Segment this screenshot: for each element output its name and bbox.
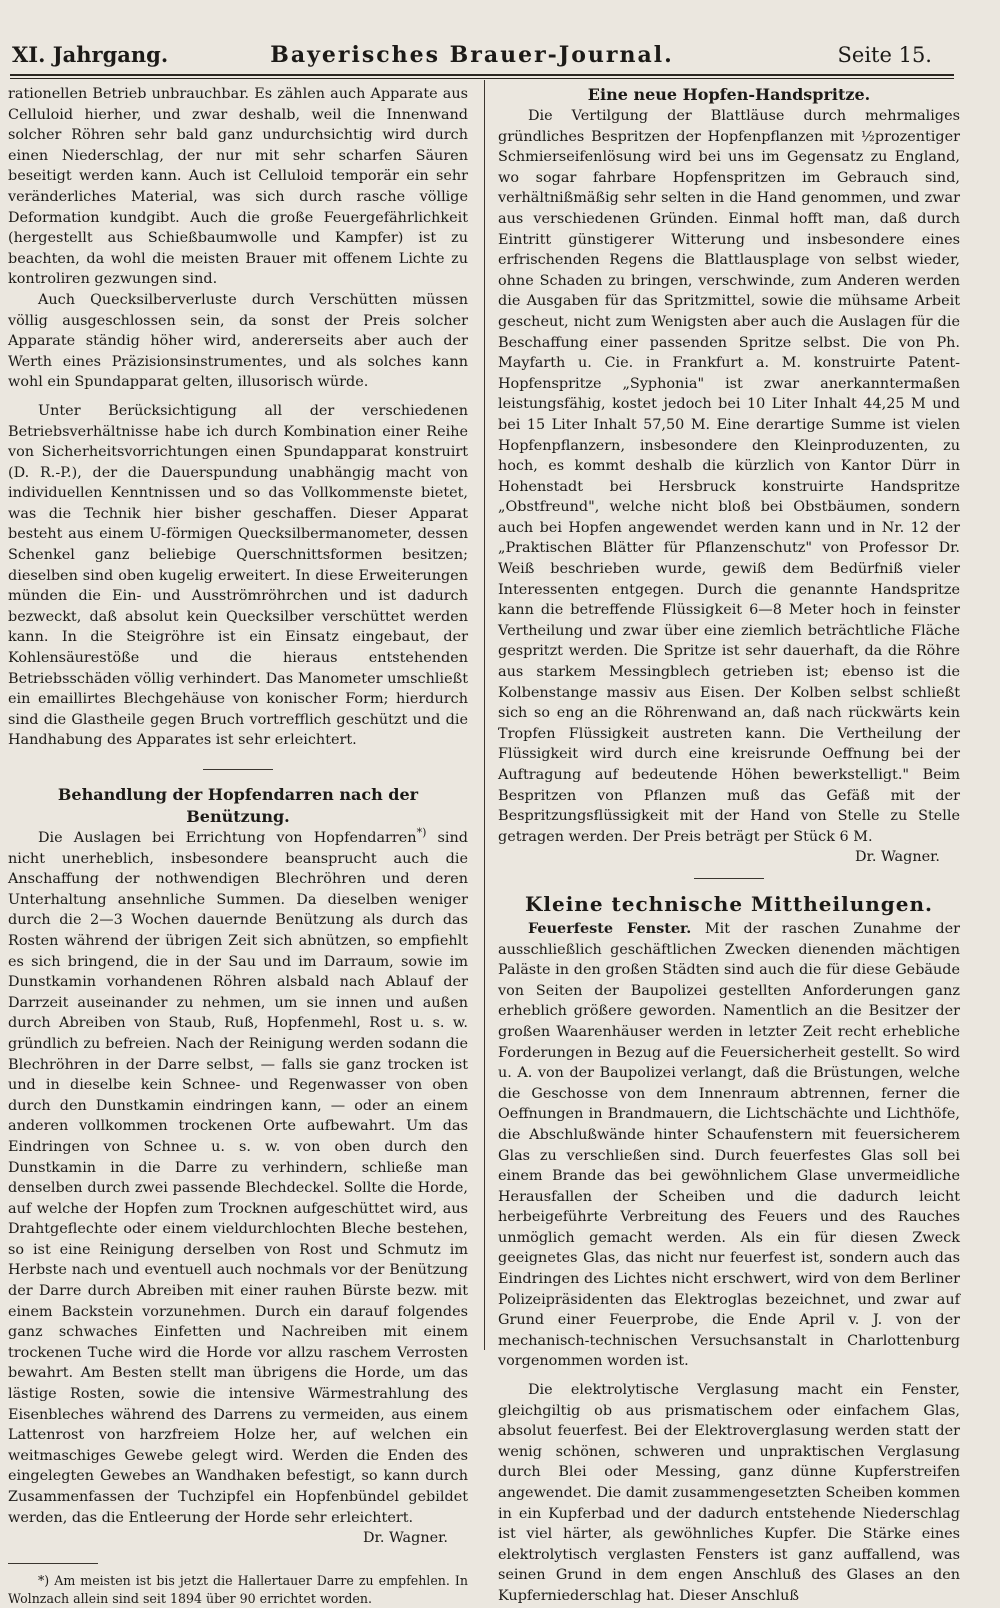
paragraph: Unter Berücksichtigung all der verschiedenen Betriebsverhältnisse habe ich durch Kombination einer Reihe von Sicherheitsvorrichtungen einen Spundapparat konstruirt (D. R.-P.), der die Dauerspundung unabhängig macht von individuellen Kenntnissen und so das Vollkommenste bietet, was die Technik hier bisher geschaffen. Dieser Apparat besteht aus einem U-förmigen Quecksilbermanometer, dessen Schenkel ganz beliebige Querschnittsformen besitzen; dieselben sind oben kugelig erweitert. In diese Erweiterungen münden die Ein- und Ausströmröhrchen und ist dadurch bezweckt, daß absolut kein Quecksilber verschüttet werden kann. In die Steigröhre ist ein Einsatz eingebaut, der Kohlensäurestöße und die hieraus entstehenden Betriebsschäden völlig verhindert. Das Manometer umschließt ein emaillirtes Blechgehäuse von konischer Form; hierdurch sind die Glastheile gegen Bruch vortrefflich geschützt und die Handhabung des Apparates ist sehr erleichtert.: [8, 402, 468, 749]
footnote-marker: *): [416, 826, 427, 840]
left-column: [8, 84, 468, 1608]
paragraph: [8, 828, 468, 1528]
paragraph: [498, 919, 960, 1372]
volume-label: XI. Jahrgang.: [12, 42, 169, 67]
header-rule-thin: [10, 78, 954, 79]
run-in-heading: Feuerfeste Fenster.: [528, 919, 692, 937]
signature: Dr. Wagner.: [363, 1530, 448, 1547]
paragraph: Die Vertilgung der Blattläuse durch mehrmaliges gründliches Bespritzen der Hopfenpflanzen mit ½prozentiger Schmierseifenlösung wird bei uns im Gegensatz zu England, wo sogar fahrbare Hopfenspritzen im Gebrauch sind, verhältnißmäßig sehr selten in die Hand genommen, und zwar aus verschiedenen Gründen. Einmal hofft man, daß durch Eintritt günstigerer Witterung und insbesondere eines erfrischenden Regens die Blattlausplage von selbst wieder, ohne Schaden zu bringen, verschwinde, zum Anderen werden die Ausgaben für das Spritzmittel, sowie die mühsame Arbeit gescheut, nicht zum Wenigsten aber auch die Auslagen für die Beschaffung einer passenden Spritze selbst. Die von Ph. Mayfarth u. Cie. in Frankfurt a. M. konstruirte Patent-Hopfenspritze „Syphonia" ist zwar anerkanntermaßen leistungsfähig, kostet jedoch bei 10 Liter Inhalt 44,25 M und bei 15 Liter Inhalt 57,50 M. Eine derartige Summe ist vielen Hopfenpflanzern, insbesondere den Kleinproduzenten, zu hoch, es kommt deshalb die kürzlich von Kantor Dürr in Hohenstadt bei Hersbruck konstruirte Handspritze „Obstfreund", welche nicht bloß bei Obstbäumen, sondern auch bei Hopfen angewendet werden kann und in Nr. 12 der „Praktischen Blätter für Pflanzenschutz" von Professor Dr. Weiß beschrieben wurde, gewiß dem Bedürfniß vieler Interessenten entgegen. Durch die genannte Handspritze kann die betreffende Flüssigkeit 6—8 Meter hoch in feinster Vertheilung und zwar über eine ziemlich beträchtliche Fläche gespritzt werden. Die Spritze ist sehr dauerhaft, da die Röhre aus starkem Messingblech getrieben ist; ebenso ist die Kolbenstange massiv aus Eisen. Der Kolben selbst schließt sich so eng an die Röhrenwand an, daß nach rückwärts kein Tropfen Flüssigkeit austreten kann. Die Vertheilung der Flüssigkeit wird durch eine kreisrunde Oeffnung bei der Auftragung auf bedeutende Höhen bewerkstelligt." Beim Bespritzen von Pflanzen muß das Gefäß mit der Bespritzungsflüssigkeit mit der Hand von Stelle zu Stelle getragen werden. Der Preis beträgt per Stück 6 M.: [498, 108, 960, 845]
page-header: [12, 40, 932, 70]
journal-title: Bayerisches Brauer-Journal.: [270, 42, 674, 68]
section-divider: [694, 878, 764, 879]
section-divider: [203, 769, 273, 770]
page-number: Seite 15.: [837, 43, 932, 67]
footnote-rule: [8, 1563, 98, 1564]
signature: Dr. Wagner.: [855, 849, 940, 866]
text-run: Die Auslagen bei Errichtung von Hopfendarren: [38, 830, 417, 846]
article-title: Eine neue Hopfen-Handspritze.: [587, 85, 871, 104]
paragraph: Auch Quecksilberverluste durch Verschütten müssen völlig ausgeschlossen sein, da sonst der Preis solcher Apparate ständig höher wird, andererseits aber auch der Werth eines Präzisionsinstrumentes, und als solches kann wohl ein Spundapparat gelten, illusorisch würde.: [8, 291, 468, 391]
paragraph: rationellen Betrieb unbrauchbar. Es zählen auch Apparate aus Celluloid hierher, und zwar deshalb, weil die Innenwand solcher Röhren sehr bald ganz undurchsichtig wird durch einen Niederschlag, der nur mit sehr scharfen Säuren beseitigt werden kann. Auch ist Celluloid temporär ein sehr veränderliches Material, was sich durch rasche völlige Deformation kundgibt. Auch die große Feuergefährlichkeit (hergestellt aus Schießbaumwolle und Kampfer) ist zu beachten, da wohl die meisten Brauer mit offenem Lichte zu kontroliren gezwungen sind.: [8, 86, 468, 288]
column-divider: [484, 80, 485, 1350]
footnote: *) Am meisten ist bis jetzt die Hallertauer Darre zu empfehlen. In Wolnzach allein sind seit 1894 über 90 errichtet worden.: [8, 1572, 468, 1606]
right-column: [498, 84, 960, 1607]
paragraph: Die elektrolytische Verglasung macht ein Fenster, gleichgiltig ob aus prismatischem oder einfachem Glas, absolut feuerfest. Bei der Elektroverglasung werden statt der wenig schönen, schweren und unpraktischen Verglasung durch Blei oder Messing, ganz dünne Kupferstreifen angewendet. Die damit zusammengesetzten Scheiben kommen in ein Kupferbad und der dadurch entstehende Niederschlag ist viel härter, als gewöhnliches Kupfer. Die Stärke eines elektrolytisch verglasten Fensters ist ganz auffallend, was seinen Grund in dem engen Anschluß des Glases an den Kupferniederschlag hat. Dieser Anschluß: [498, 1382, 960, 1604]
article-title: Behandlung der Hopfendarren nach der Benützung.: [57, 785, 419, 826]
section-title: Kleine technische Mittheilungen.: [525, 891, 933, 916]
header-rule: [10, 74, 954, 76]
text-run: sind nicht unerheblich, insbesondere beansprucht auch die Anschaffung der nothwendigen Blechröhren und deren Unterhaltung ansehnliche Summen. Da dieselben weniger durch die 2—3 Wochen dauernde Benützung als durch das Rosten während der übrigen Zeit sich abnützen, so empfiehlt es sich bringend, die in der Sau und im Darraum, sowie im Dunstkamin vorhandenen Röhren alsbald nach Ablauf der Darrzeit auseinander zu nehmen, um sie innen und außen durch Abreiben von Staub, Ruß, Hopfenmehl, Rost u. s. w. gründlich zu befreien. Nach der Reinigung werden sodann die Blechröhren in der Darre selbst, — falls sie ganz trocken ist und in dieselbe kein Schnee- und Regenwasser von oben durch den Dunstkamin eindringen kann, — oder an einem anderen vollkommen trockenen Orte aufbewahrt. Um das Eindringen von Schnee u. s. w. von oben durch den Dunstkamin in die Darre zu verhindern, schließe man denselben durch zwei passende Blechdeckel. Sollte die Horde, auf welche der Hopfen zum Trocknen aufgeschüttet wird, aus Drahtgeflechte oder einem vieldurchlochten Bleche bestehen, so ist eine Reinigung derselben von Rost und Schmutz im Herbste nach und eventuell auch nochmals vor der Benützung der Darre durch Abreiben mit einer rauhen Bürste bezw. mit einem Backstein vorzunehmen. Durch ein darauf folgendes ganz schwaches Einfetten und Nachreiben mit einem trockenen Tuche wird die Horde vor allzu raschem Verrosten bewahrt. Am Besten stellt man übrigens die Horde, um das lästige Rosten, sowie die intensive Wärmestrahlung des Eisenbleches während des Darrens zu vermeiden, aus einem Lattenrost von harzfreiem Holze her, auf welchen ein weitmaschiges Gewebe gelegt wird. Werden die Enden des eingelegten Gewebes an Wandhaken befestigt, so kann durch Zusammenfassen der Tuchzipfel ein Hopfenbündel gebildet werden, das die Entleerung der Horde sehr erleichtert.: [8, 830, 469, 1526]
text-run: Mit der raschen Zunahme der ausschließlich geschäftlichen Zwecken dienenden mächtigen Paläste in den großen Städten sind auch die für diese Gebäude von Seiten der Baupolizei gestellten Anforderungen ganz erheblich größere geworden. Namentlich an die Besitzer der großen Waarenhäuser werden in letzter Zeit recht erhebliche Forderungen in Bezug auf die Feuersicherheit gestellt. So wird u. A. von der Baupolizei verlangt, daß die Brüstungen, welche die Geschosse von dem Innenraum abtrennen, ferner die Oeffnungen in Brandmauern, die Lichtschächte und Lichthöfe, die Abschlußwände hinter Schaufenstern mit feuersicherem Glas zu verschließen sind. Durch feuerfestes Glas soll bei einem Brande das bei gewöhnlichem Glase unvermeidliche Herausfallen der Scheiben und die dadurch leicht herbeigeführte Verbreitung des Feuers und des Rauches unmöglich gemacht werden. Als ein für diesen Zweck geeignetes Glas, das nicht nur feuerfest ist, sondern auch das Eindringen des Lichtes nicht erschwert, wird von dem Berliner Polizeipräsidenten das Elektroglas bezeichnet, und zwar auf Grund einer Feuerprobe, die Ende April v. J. von der mechanisch-technischen Versuchsanstalt in Charlottenburg vorgenommen worden ist.: [498, 920, 960, 1370]
